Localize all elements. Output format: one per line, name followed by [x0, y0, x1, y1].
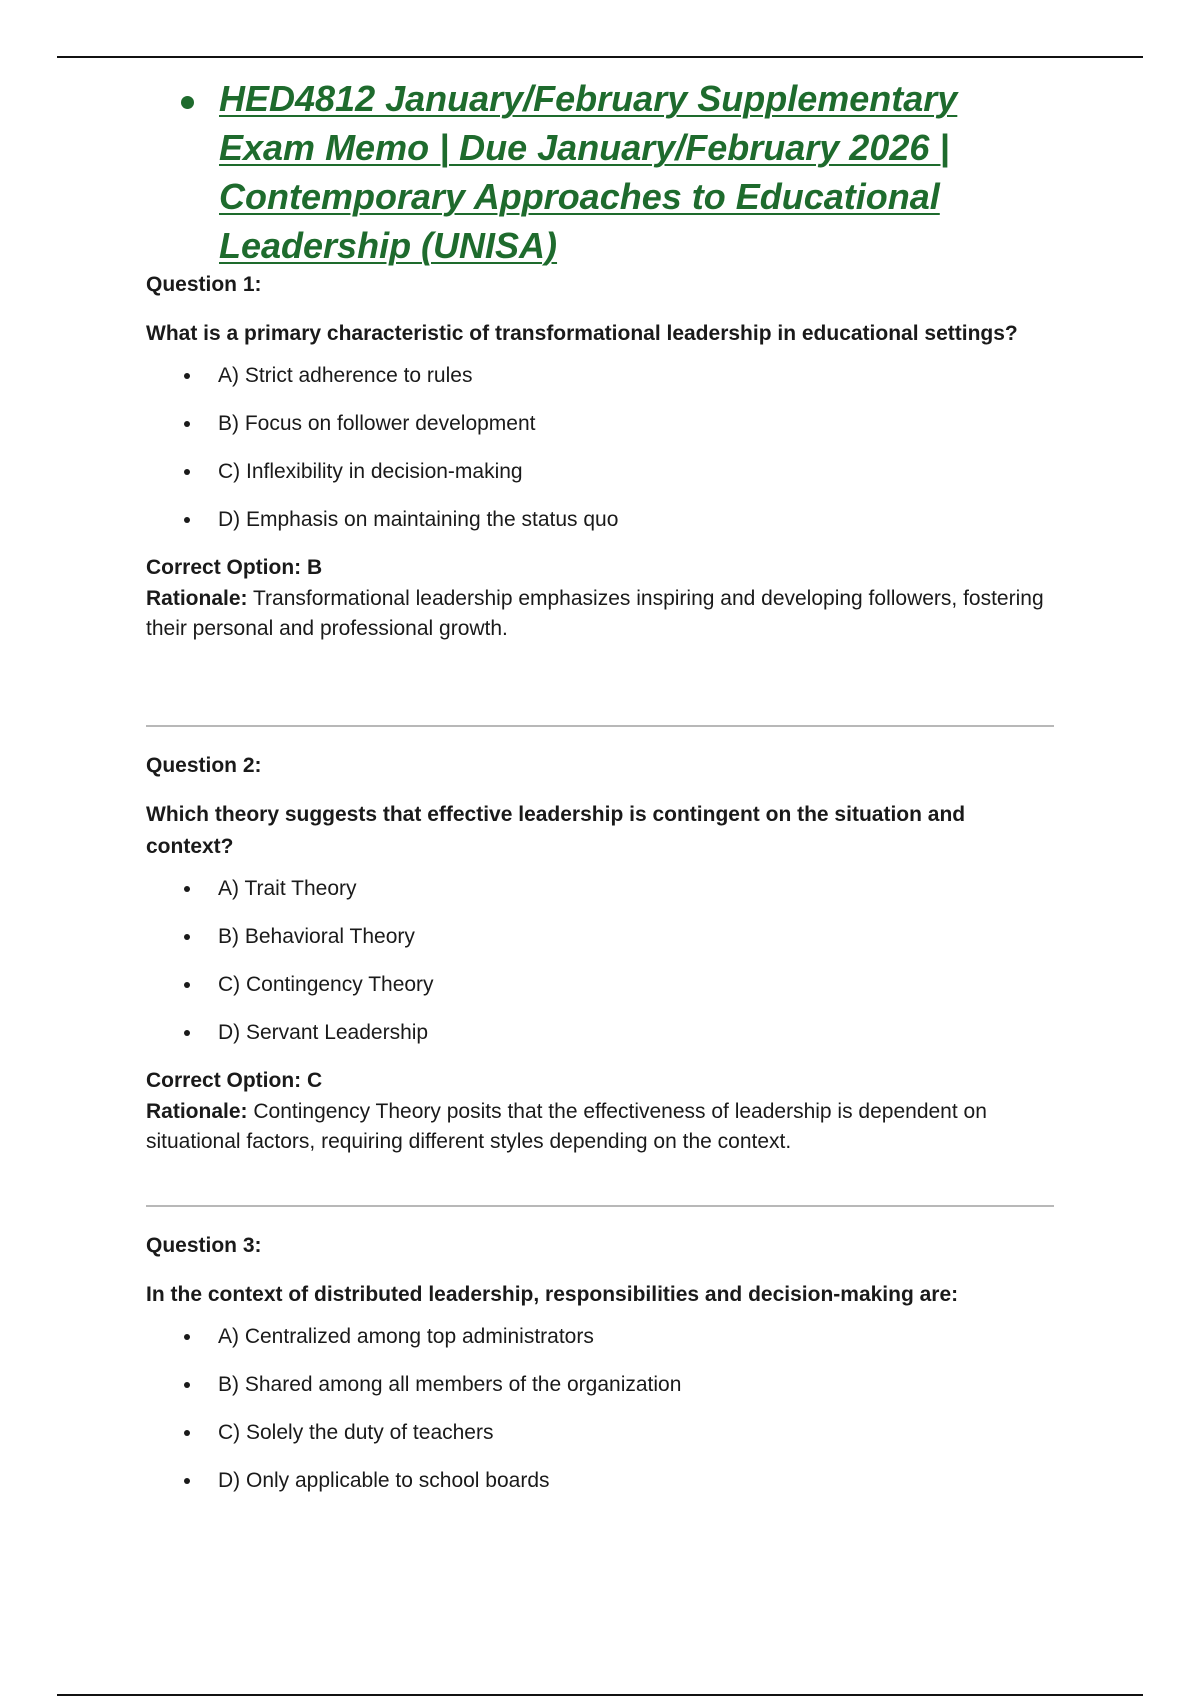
option-text: C) Contingency Theory	[218, 973, 434, 996]
bullet-icon	[184, 517, 190, 523]
bullet-icon	[184, 469, 190, 475]
option-text: D) Only applicable to school boards	[218, 1469, 550, 1492]
option-text: A) Centralized among top administrators	[218, 1325, 594, 1348]
bullet-icon	[184, 1478, 190, 1484]
bullet-icon	[184, 934, 190, 940]
option-item	[146, 362, 1066, 410]
section-divider	[146, 725, 1054, 727]
option-item	[146, 1467, 1066, 1515]
rationale-text: Contingency Theory posits that the effectiveness of leadership is dependent on situational factors, requiring different styles depending on the context.	[146, 1100, 987, 1153]
rationale	[146, 1097, 1066, 1157]
rationale-label: Rationale:	[146, 1100, 248, 1123]
option-item	[146, 971, 1066, 1019]
options-list	[146, 362, 1066, 554]
bullet-icon	[184, 1382, 190, 1388]
question-text: In the context of distributed leadership, responsibilities and decision-making are:	[146, 1283, 959, 1306]
question-text: What is a primary characteristic of transformational leadership in educational settings?	[146, 322, 1018, 345]
option-text: A) Trait Theory	[218, 877, 357, 900]
correct-option: Correct Option: C	[146, 1069, 323, 1092]
option-item	[146, 1019, 1066, 1067]
document-title-item	[183, 74, 1043, 270]
option-text: C) Inflexibility in decision-making	[218, 460, 523, 483]
options-list	[146, 1323, 1066, 1515]
option-text: D) Servant Leadership	[218, 1021, 429, 1044]
question-label: Question 2:	[146, 754, 262, 777]
option-text: C) Solely the duty of teachers	[218, 1421, 494, 1444]
bullet-icon	[184, 886, 190, 892]
option-text: B) Focus on follower development	[218, 412, 536, 435]
rationale-text: Transformational leadership emphasizes inspiring and developing followers, fostering their personal and professional growth.	[146, 587, 1044, 640]
option-text: B) Shared among all members of the organization	[218, 1373, 682, 1396]
option-item	[146, 506, 1066, 554]
top-rule	[57, 56, 1143, 58]
option-item	[146, 923, 1066, 971]
option-text: B) Behavioral Theory	[218, 925, 415, 948]
document-title-link[interactable]: HED4812 January/February Supplementary Exam Memo | Due January/February 2026 | Contemporary Approaches to Educational Leadership (UNISA)	[219, 78, 958, 266]
bullet-icon	[184, 1334, 190, 1340]
question-3	[146, 1233, 1066, 1515]
option-item	[146, 458, 1066, 506]
question-text: Which theory suggests that effective leadership is contingent on the situation and context?	[146, 803, 966, 858]
correct-option: Correct Option: B	[146, 556, 323, 579]
option-item	[146, 410, 1066, 458]
bullet-icon	[184, 982, 190, 988]
option-item	[146, 875, 1066, 923]
bullet-icon	[184, 373, 190, 379]
rationale-label: Rationale:	[146, 587, 248, 610]
rationale	[146, 584, 1066, 644]
bullet-icon	[184, 1430, 190, 1436]
options-list	[146, 875, 1066, 1067]
bullet-icon	[184, 1030, 190, 1036]
option-item	[146, 1323, 1066, 1371]
section-divider	[146, 1205, 1054, 1207]
question-label: Question 3:	[146, 1234, 262, 1257]
question-1	[146, 272, 1066, 644]
option-text: A) Strict adherence to rules	[218, 364, 473, 387]
option-text: D) Emphasis on maintaining the status quo	[218, 508, 619, 531]
bullet-icon	[184, 421, 190, 427]
option-item	[146, 1419, 1066, 1467]
bullet-icon	[181, 96, 194, 109]
question-label: Question 1:	[146, 273, 262, 296]
question-2	[146, 753, 1066, 1157]
option-item	[146, 1371, 1066, 1419]
bottom-rule	[57, 1694, 1143, 1696]
